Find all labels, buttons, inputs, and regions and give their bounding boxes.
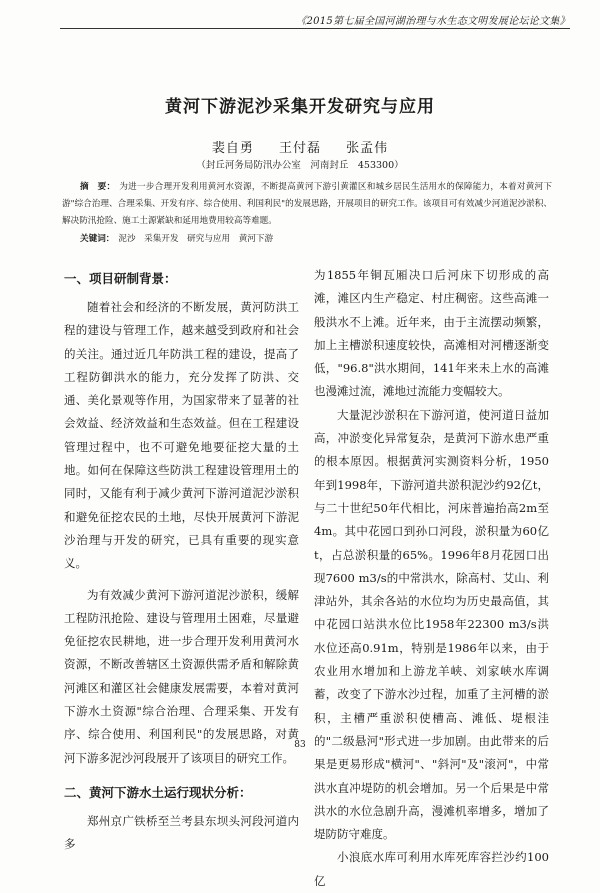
author-name: 裴自勇 bbox=[211, 141, 254, 156]
page-number: 83 bbox=[294, 740, 306, 750]
running-head: 《2015第七届全国河湖治理与水生态文明发展论坛论文集》 bbox=[296, 16, 570, 27]
body-paragraph: 大量泥沙淤积在下游河道，使河道日益加高，冲淤变化异常复杂，是黄河下游水患严重的根本原因。根据黄河实测资料分析，1950年到1998年，下游河道共淤积泥沙约92亿t，与二十世纪50年代相比，河床普遍抬高2m至4m。其中花园口到孙口河段，淤积量为60亿t，占总淤积量的65%。1996年8月花园口出现7600 m3/s的中常洪水，除高村、艾山、利津站外，其余各站的水位均为历史最高值，其中花园口站洪水位比1958年22300 m3/s洪水位还高0.91m，特别是1986年以来，由于农业用水增加和上游龙羊峡、刘家峡水库调蓄，改变了下游水沙过程，加重了主河槽的淤积，主槽严重淤积使槽高、滩低、堤根洼的"二级悬河"形式进一步加剧。由此带来的后果是更易形成"横河"、"斜河"及"滚河"，中常洪水直冲堤防的机会增加。另一个后果是中常洪水的水位急剧升高，漫滩机率增多，增加了堤防防守难度。 bbox=[314, 407, 549, 842]
right-column bbox=[314, 264, 549, 893]
author-name: 王付磊 bbox=[278, 141, 321, 156]
body-paragraph: 为有效减少黄河下游河道泥沙淤积，缓解工程防汛抢险、建设与管理用土困难，尽量避免征挖农民耕地，进一步合理开发利用黄河水资源，不断改善辖区土资源供需矛盾和解除黄河滩区和灌区社会健康发展需要，本着对黄河下游水土资源"综合治理、合理采集、开发有序、综合使用、利国利民"的发展思路，对黄河下游多泥沙河段展开了该项目的研究工作。 bbox=[64, 587, 299, 765]
affiliation: （封丘河务局防汛办公室 河南封丘 453300） bbox=[196, 160, 404, 171]
body-paragraph: 随着社会和经济的不断发展，黄河防洪工程的建设与管理工作，越来越受到政府和社会的关注。通过近几年防洪工程的建设，提高了工程防御洪水的能力，充分发挥了防洪、交通、美化景观等作用，为国家带来了显著的社会效益、经济效益和生态效益。但在工程建设管理过程中，也不可避免地要征挖大量的土地。如何在保障这些防洪工程建设管理用土的同时，又能有利于减少黄河下游河道泥沙淤积和避免征挖农民的土地，尽快开展黄河下游泥沙治理与开发的研究，已具有重要的现实意义。 bbox=[64, 300, 299, 571]
left-column bbox=[64, 264, 299, 857]
keywords-label: 关键词： bbox=[80, 234, 115, 244]
author-name: 张孟伟 bbox=[346, 141, 389, 156]
keywords-text: 泥沙 采集开发 研究与应用 黄河下游 bbox=[118, 234, 274, 244]
body-paragraph: 为1855年铜瓦厢决口后河床下切形成的高滩，滩区内生产稳定、村庄稠密。这些高滩一般洪水不上滩。近年来，由于主流摆动频繁，加上主槽淤积速度较快，高滩相对河槽逐渐变低，"96.8"洪水期间，141年来未上水的高滩也漫滩过流，滩地过流能力变幅较大。 bbox=[314, 268, 549, 399]
abstract-label: 摘 要： bbox=[80, 182, 116, 192]
section-heading-status: 二、黄河下游水土运行现状分析： bbox=[64, 784, 252, 800]
abstract bbox=[62, 179, 552, 230]
paper-title: 黄河下游泥沙采集开发研究与应用 bbox=[165, 97, 435, 117]
section-heading-background: 一、项目研制背景： bbox=[64, 271, 177, 286]
abstract-text: 为进一步合理开发利用黄河水资源，不断提高黄河下游引黄灌区和城乡居民生活用水的保障能力，本着对黄河下游"综合治理、合理采集、开发有序、综合使用、利国利民"的发展思路，开展项目的研究工作。该项目可有效减少河道泥沙淤积、解决防汛抢险、施工土源紧缺和延用地费用较高等难题。 bbox=[62, 182, 552, 226]
keywords bbox=[80, 232, 550, 246]
body-paragraph: 郑州京广铁桥至兰考县东坝头河段河道内多 bbox=[64, 813, 299, 852]
author-list bbox=[0, 137, 600, 156]
body-paragraph: 小浪底水库可利用水库死库容拦沙约100亿 bbox=[314, 850, 549, 888]
header-rule bbox=[60, 28, 570, 29]
